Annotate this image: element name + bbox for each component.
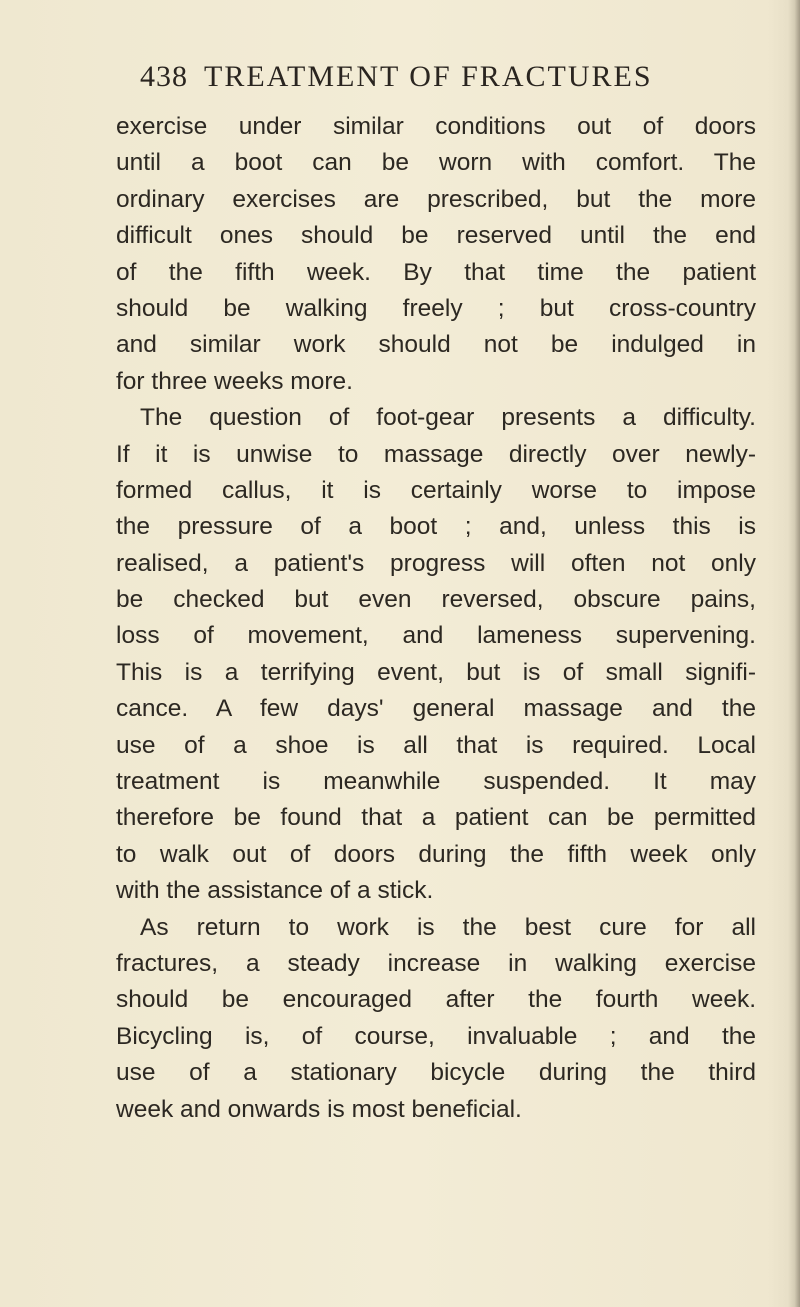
text-line: loss of movement, and lameness supervening. bbox=[116, 622, 756, 650]
text-line: should be encouraged after the fourth week. bbox=[116, 986, 756, 1014]
text-line: The question of foot-gear presents a difficulty. bbox=[140, 404, 756, 432]
text-line: exercise under similar conditions out of doors bbox=[116, 113, 756, 140]
text-line: until a boot can be worn with comfort. The bbox=[116, 149, 756, 177]
text-line: realised, a patient's progress will often not only bbox=[116, 549, 756, 577]
text-line: use of a shoe is all that is required. Local bbox=[116, 731, 756, 759]
running-head bbox=[140, 60, 700, 94]
text-line: with the assistance of a stick. bbox=[116, 877, 434, 905]
text-line: ordinary exercises are prescribed, but the more bbox=[116, 185, 756, 213]
text-line: should be walking freely ; but cross-country bbox=[116, 294, 756, 322]
page-title: TREATMENT OF FRACTURES bbox=[204, 60, 653, 93]
text-line: week and onwards is most beneficial. bbox=[116, 1095, 522, 1123]
body-text bbox=[116, 109, 756, 1128]
text-line: therefore be found that a patient can be permitted bbox=[116, 804, 756, 832]
text-line: cance. A few days' general massage and the bbox=[116, 695, 756, 723]
text-line: for three weeks more. bbox=[116, 367, 353, 395]
text-line: If it is unwise to massage directly over newly- bbox=[116, 440, 756, 468]
text-line: of the fifth week. By that time the patient bbox=[116, 258, 756, 286]
text-line: be checked but even reversed, obscure pains, bbox=[116, 586, 756, 614]
text-line: to walk out of doors during the fifth week only bbox=[116, 840, 756, 868]
page-edge-shadow bbox=[788, 0, 800, 1307]
text-line: difficult ones should be reserved until the end bbox=[116, 222, 756, 250]
text-line: fractures, a steady increase in walking exercise bbox=[116, 949, 756, 977]
text-line: Bicycling is, of course, invaluable ; and the bbox=[116, 1022, 756, 1050]
page-number: 438 bbox=[140, 60, 188, 93]
text-line: use of a stationary bicycle during the third bbox=[116, 1059, 756, 1087]
text-line: As return to work is the best cure for all bbox=[140, 913, 756, 941]
text-line: the pressure of a boot ; and, unless this is bbox=[116, 513, 756, 541]
text-line: formed callus, it is certainly worse to impose bbox=[116, 476, 756, 504]
text-line: This is a terrifying event, but is of small signifi- bbox=[116, 658, 756, 686]
text-line: treatment is meanwhile suspended. It may bbox=[116, 768, 756, 796]
text-line: and similar work should not be indulged in bbox=[116, 331, 756, 359]
